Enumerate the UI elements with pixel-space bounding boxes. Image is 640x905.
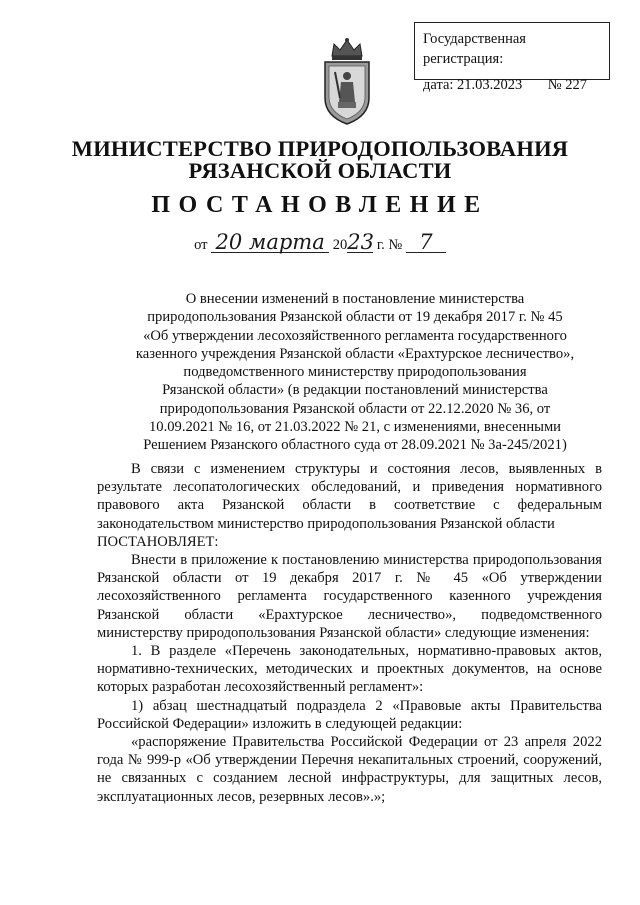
paragraph-quote: «распоряжение Правительства Российской Федерации от 23 апреля 2022 года № 999-р «Об утверждении Перечня некапитальных строений, сооружений, не связанных с созданием лесной инфраструктуры, для защитных лесов, эксплуатационных лесов, резервных лесов».»;	[97, 734, 602, 805]
subject-line: Рязанской области» (в редакции постановлений министерства	[162, 382, 548, 399]
subject-line: 10.09.2021 № 16, от 21.03.2022 № 21, с изменениями, внесенными	[148, 419, 561, 436]
subject-line: казенного учреждения Рязанской области «Ерахтурское лесничество»,	[135, 345, 575, 362]
document-subject	[110, 290, 600, 455]
handwritten-year: 23	[347, 230, 374, 254]
year-prefix: 20	[332, 237, 348, 253]
handwritten-date: 20 марта	[211, 232, 329, 253]
subject-line: Решением Рязанского областного суда от 28.09.2021 № 3а-245/2021)	[143, 437, 567, 454]
subject-line: О внесении изменений в постановление министерства	[185, 291, 525, 307]
intro-paragraph: В связи с изменением структуры и состояния лесов, выявленных в результате лесопатологических обследований, и приведения нормативного правового акта Рязанской области в соответствие с федеральным законодательством министерство природопользования Рязанской области	[97, 461, 602, 532]
registration-number: № 227	[547, 77, 587, 93]
subject-line: подведомственного министерству природопользования	[183, 364, 527, 381]
ministry-line-1: МИНИСТЕРСТВО ПРИРОДОПОЛЬЗОВАНИЯ	[71, 136, 569, 161]
coat-of-arms-icon	[320, 36, 374, 126]
paragraph-item-1: 1. В разделе «Перечень законодательных, нормативно-правовых актов, нормативно-технических, методических и проектных документов, на основе которых разработан лесохозяйственный регламент»:	[97, 643, 602, 696]
paragraph-amendments: Внести в приложение к постановлению министерства природопользования Рязанской области от 19 декабря 2017 г. № 45 «Об утверждении лесохозяйственного регламента государственного казенного учреждения Рязанской области «Ерахтурское лесничество», подведомственного министерству природопользования Рязанской области» следующие изменения:	[97, 552, 602, 641]
subject-line: природопользования Рязанской области от 19 декабря 2017 г. № 45	[147, 309, 563, 326]
registration-title: Государственная регистрация:	[423, 31, 526, 67]
ministry-line-2: РЯЗАНСКОЙ ОБЛАСТИ	[188, 158, 452, 183]
subject-line: природопользования Рязанской области от 22.12.2020 № 36, от	[159, 400, 551, 417]
subject-line: «Об утверждении лесохозяйственного регламента государственного	[143, 327, 567, 344]
document-body	[97, 460, 602, 806]
document-type: ПОСТАНОВЛЕНИЕ	[151, 192, 489, 218]
date-prefix: от	[194, 237, 208, 253]
decrees-line: ПОСТАНОВЛЯЕТ:	[97, 533, 219, 550]
paragraph-subitem-1: 1) абзац шестнадцатый подраздела 2 «Правовые акты Правительства Российской Федерации» изложить в следующей редакции:	[97, 697, 602, 732]
handwritten-number: 7	[406, 232, 446, 253]
registration-date: дата: 21.03.2023	[423, 77, 523, 93]
registration-stamp	[414, 22, 610, 93]
ministry-name	[0, 138, 640, 182]
document-dateline	[0, 232, 640, 254]
year-suffix: г. №	[376, 237, 403, 253]
